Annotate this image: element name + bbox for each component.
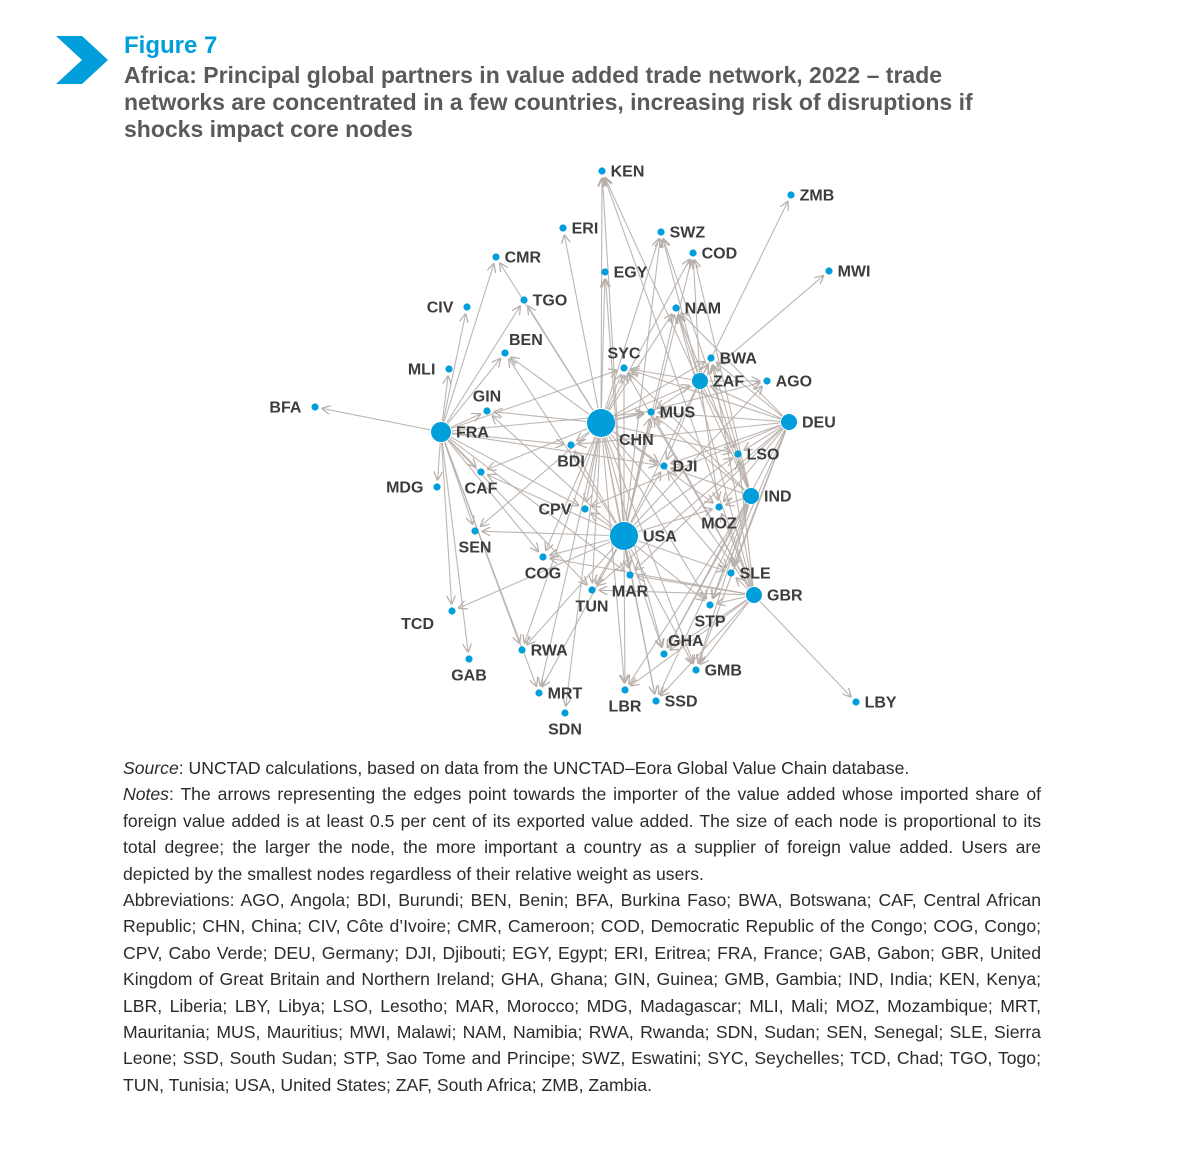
label-ind: IND — [764, 488, 792, 506]
label-ssd: SSD — [664, 693, 698, 711]
node-tun — [588, 586, 595, 593]
node-eri — [559, 224, 566, 231]
label-dji: DJI — [672, 458, 698, 476]
label-cmr: CMR — [504, 249, 542, 267]
label-gha: GHA — [668, 633, 704, 650]
edge-fra-to-mli — [442, 376, 448, 422]
node-mrt — [535, 689, 542, 696]
label-zaf: ZAF — [713, 373, 745, 391]
label-caf: CAF — [464, 480, 498, 498]
label-sle: SLE — [739, 565, 771, 583]
node-chn — [587, 409, 615, 437]
node-mwi — [825, 267, 832, 274]
node-nam — [672, 304, 679, 311]
edge-chn-to-sdn — [566, 438, 599, 707]
label-rwa: RWA — [530, 642, 568, 660]
node-cpv — [581, 505, 588, 512]
label-tun: TUN — [575, 598, 609, 616]
node-dji — [660, 462, 667, 469]
edge-fra-to-bfa — [321, 408, 430, 430]
label-mwi: MWI — [837, 263, 871, 281]
labels-layer — [269, 164, 897, 739]
label-cog: COG — [524, 565, 562, 583]
label-mdg: MDG — [386, 479, 424, 497]
label-mli: MLI — [407, 361, 436, 379]
node-mli — [445, 365, 452, 372]
node-swz — [657, 228, 664, 235]
label-chn: CHN — [619, 432, 654, 449]
node-ben — [501, 349, 508, 356]
node-ind — [743, 488, 759, 504]
edge-fra-to-mdg — [437, 443, 440, 480]
label-stp: STP — [694, 613, 726, 631]
label-mus: MUS — [659, 404, 696, 422]
node-bwa — [707, 354, 714, 361]
source-note — [123, 755, 1041, 781]
node-stp — [706, 601, 713, 608]
label-bwa: BWA — [719, 350, 757, 368]
node-lbr — [621, 686, 628, 693]
label-tcd: TCD — [401, 616, 434, 633]
chevron-icon — [56, 36, 108, 84]
node-tgo — [520, 296, 527, 303]
source-label: Source — [123, 758, 179, 778]
label-cod: COD — [701, 245, 738, 263]
label-lso: LSO — [746, 446, 780, 464]
label-ken: KEN — [610, 163, 645, 181]
abbreviations-paragraph: Abbreviations: AGO, Angola; BDI, Burundi; BEN, Benin; BFA, Burkina Faso; BWA, Botswana; CAF, Central African Republic; CHN, China; CIV, Côte d’Ivoire; CMR, Cameroon; COD, Democratic Republic of the Congo; COG, Congo; CPV, Cabo Verde; DEU, Germany; DJI, Djibouti; EGY, Egypt; ERI, Eritrea; FRA, France; GAB, Gabon; GBR, United Kingdom of Great Britain and Northern Ireland; GHA, Ghana; GIN, Guinea; GMB, Gambia; IND, India; KEN, Kenya; LBR, Liberia; LBY, Libya; LSO, Lesotho; MAR, Morocco; MDG, Madagascar; MLI, Mali; MOZ, Mozambique; MRT, Mauritania; MUS, Mauritius; MWI, Malawi; NAM, Namibia; RWA, Rwanda; SDN, Sudan; SEN, Senegal; SLE, Sierra Leone; SSD, South Sudan; STP, Sao Tome and Principe; SWZ, Eswatini; SYC, Seychelles; TCD, Chad; TGO, Togo; TUN, Tunisia; USA, United States; ZAF, South Africa; ZMB, Zambia. — [123, 890, 1041, 1095]
label-deu: DEU — [802, 414, 836, 432]
figure-footnote — [123, 755, 1041, 1098]
node-gha — [660, 650, 667, 657]
node-ken — [598, 167, 605, 174]
node-deu — [781, 414, 797, 430]
node-zmb — [787, 191, 794, 198]
node-gbr — [746, 587, 762, 603]
node-ago — [763, 377, 770, 384]
node-caf — [477, 468, 484, 475]
label-mrt: MRT — [547, 685, 583, 703]
node-mar — [626, 571, 633, 578]
label-civ: CIV — [426, 299, 454, 317]
label-bfa: BFA — [269, 399, 302, 417]
node-gmb — [692, 666, 699, 673]
nodes-layer — [311, 167, 859, 716]
label-gbr: GBR — [767, 587, 803, 605]
node-sle — [727, 569, 734, 576]
notes-paragraph — [123, 781, 1041, 887]
label-sdn: SDN — [548, 721, 582, 739]
node-cod — [689, 249, 696, 256]
edge-gbr-to-lby — [760, 602, 851, 698]
label-egy: EGY — [613, 264, 648, 282]
label-swz: SWZ — [669, 224, 706, 242]
node-gin — [483, 407, 490, 414]
node-syc — [620, 364, 627, 371]
edge-zaf-to-syc — [631, 369, 692, 379]
source-text: : UNCTAD calculations, based on data from the UNCTAD–Eora Global Value Chain database. — [178, 758, 910, 778]
label-syc: SYC — [607, 345, 641, 363]
label-lby: LBY — [864, 694, 897, 712]
node-sdn — [561, 709, 568, 716]
node-usa — [610, 522, 638, 550]
notes-text: : The arrows representing the edges point towards the importer of the value added whose imported share of foreign value added is at least 0.5 per cent of its exported value added. The size of each node is proportional to its total degree; the larger the node, the more important a country as a supplier of foreign value added. Users are depicted by the smallest nodes regardless of their relative weight as users. — [123, 784, 1041, 884]
node-lso — [734, 450, 741, 457]
node-cog — [539, 553, 546, 560]
node-moz — [715, 503, 722, 510]
label-gmb: GMB — [704, 662, 742, 680]
node-mus — [647, 408, 654, 415]
label-gin: GIN — [472, 388, 502, 406]
label-moz: MOZ — [701, 515, 737, 533]
node-tcd — [448, 607, 455, 614]
node-cmr — [492, 253, 499, 260]
label-fra: FRA — [456, 424, 489, 442]
node-civ — [463, 303, 470, 310]
label-lbr: LBR — [608, 698, 642, 716]
node-gab — [465, 655, 472, 662]
notes-label: Notes — [123, 784, 169, 805]
label-tgo: TGO — [532, 292, 568, 310]
label-ben: BEN — [509, 332, 543, 349]
node-zaf — [692, 373, 708, 389]
label-usa: USA — [643, 528, 677, 546]
node-ssd — [652, 697, 659, 704]
label-mar: MAR — [611, 583, 649, 601]
label-zmb: ZMB — [799, 187, 835, 205]
node-egy — [601, 268, 608, 275]
label-cpv: CPV — [538, 501, 572, 519]
node-lby — [852, 698, 859, 705]
edge-fra-to-tcd — [442, 443, 452, 604]
label-gab: GAB — [451, 667, 487, 685]
node-sen — [471, 527, 478, 534]
label-bdi: BDI — [557, 453, 585, 471]
figure-label: Figure 7 — [124, 32, 218, 59]
edge-chn-to-eri — [564, 234, 598, 408]
figure-title: Africa: Principal global partners in value added trade network, 2022 – trade networks are concentrated in a few countries, increasing risk of disruptions if shocks impact core nodes — [124, 62, 973, 142]
node-bdi — [567, 441, 574, 448]
label-ago: AGO — [775, 373, 813, 391]
edge-usa-to-sen — [482, 531, 609, 535]
node-bfa — [311, 403, 318, 410]
trade-network-diagram — [0, 150, 1196, 745]
edge-gbr-to-stp — [716, 597, 745, 604]
node-mdg — [433, 483, 440, 490]
node-fra — [431, 422, 451, 442]
label-eri: ERI — [571, 220, 599, 238]
label-sen: SEN — [458, 539, 492, 557]
label-nam: NAM — [684, 300, 722, 318]
edge-chn-to-bdi — [576, 432, 589, 441]
node-rwa — [518, 646, 525, 653]
